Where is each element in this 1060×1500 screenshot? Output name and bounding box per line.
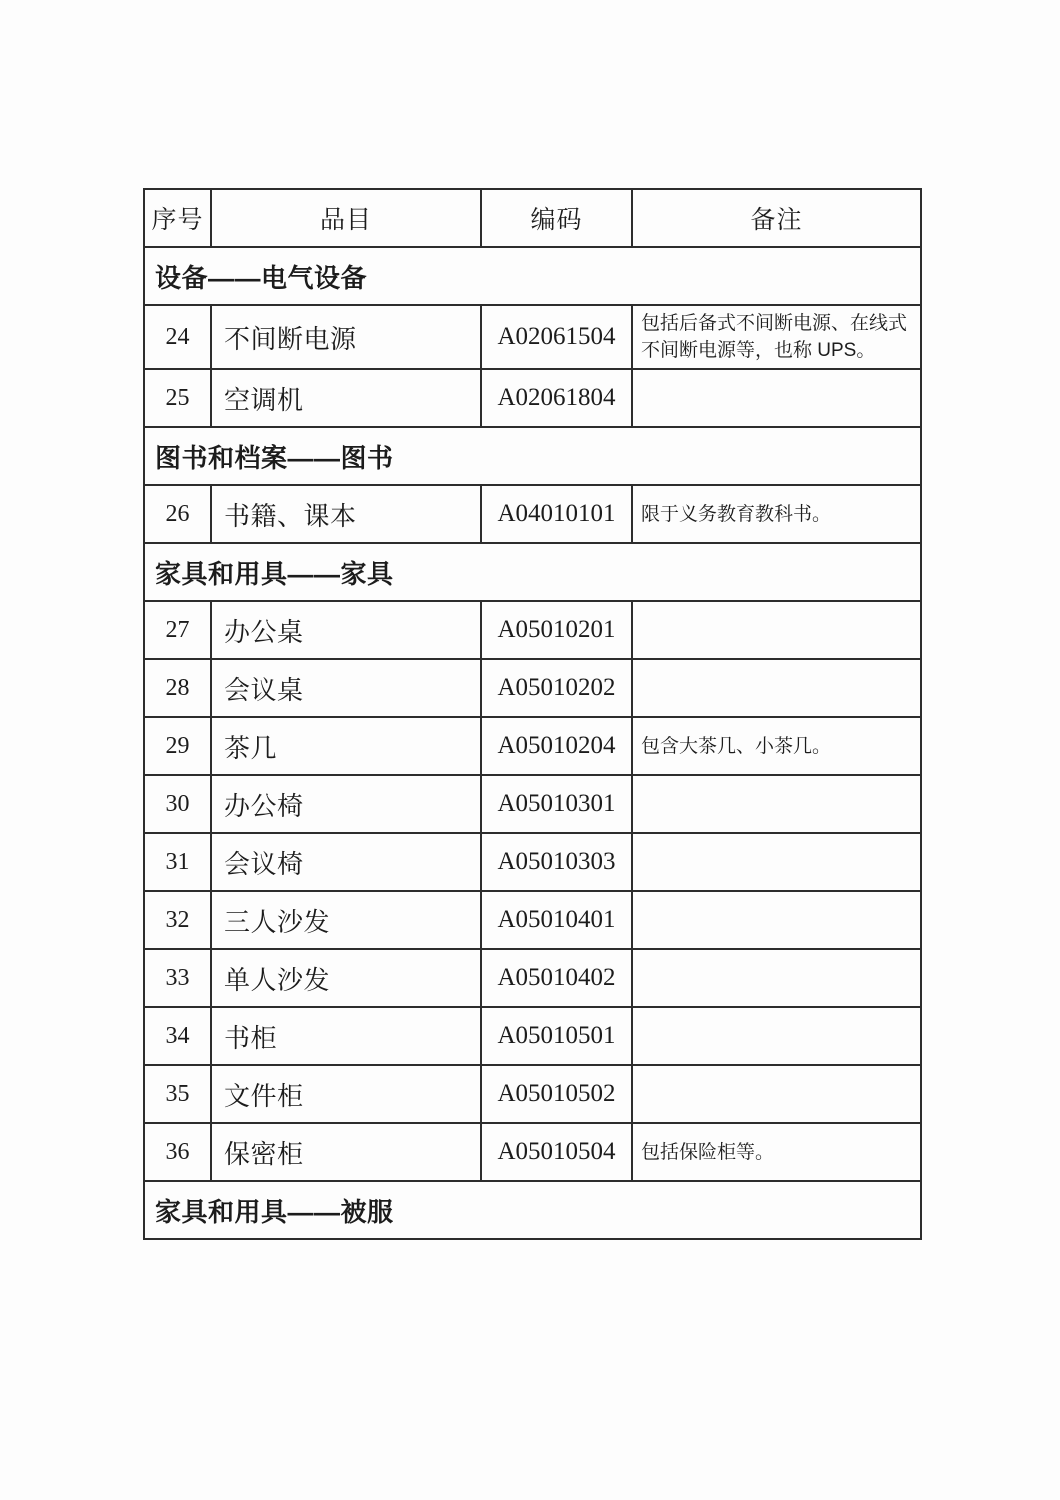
cell-item: 书籍、课本: [211, 485, 481, 543]
cell-code: A04010101: [481, 485, 632, 543]
cell-item: 会议椅: [211, 833, 481, 891]
cell-item: 办公椅: [211, 775, 481, 833]
cell-remark: [632, 949, 921, 1007]
item-row: [144, 1007, 921, 1065]
cell-item: 保密柜: [211, 1123, 481, 1181]
section-label: 图书和档案——图书: [144, 427, 921, 485]
cell-remark: [632, 775, 921, 833]
item-row: [144, 1123, 921, 1181]
item-row: [144, 485, 921, 543]
cell-code: A05010402: [481, 949, 632, 1007]
cell-code: A05010204: [481, 717, 632, 775]
cell-item: 茶几: [211, 717, 481, 775]
cell-remark: [632, 833, 921, 891]
item-row: [144, 833, 921, 891]
cell-item: 会议桌: [211, 659, 481, 717]
cell-item: 空调机: [211, 369, 481, 427]
cell-index: 32: [144, 891, 211, 949]
cell-code: A05010401: [481, 891, 632, 949]
cell-remark: 限于义务教育教科书。: [632, 485, 921, 543]
item-row: [144, 369, 921, 427]
table-header-row: [144, 189, 921, 247]
cell-index: 31: [144, 833, 211, 891]
cell-remark: [632, 891, 921, 949]
cell-index: 33: [144, 949, 211, 1007]
item-row: [144, 949, 921, 1007]
cell-index: 24: [144, 305, 211, 369]
section-row: [144, 1181, 921, 1239]
cell-index: 36: [144, 1123, 211, 1181]
cell-code: A05010501: [481, 1007, 632, 1065]
cell-code: A05010201: [481, 601, 632, 659]
cell-remark: 包括后备式不间断电源、在线式不间断电源等，也称 UPS。: [632, 305, 921, 369]
item-row: [144, 305, 921, 369]
column-header-item: 品目: [211, 189, 481, 247]
item-row: [144, 891, 921, 949]
cell-index: 26: [144, 485, 211, 543]
catalog-table: [143, 188, 922, 1240]
cell-code: A05010202: [481, 659, 632, 717]
cell-index: 27: [144, 601, 211, 659]
cell-remark: [632, 369, 921, 427]
section-label: 家具和用具——被服: [144, 1181, 921, 1239]
cell-item: 书柜: [211, 1007, 481, 1065]
cell-code: A02061804: [481, 369, 632, 427]
section-label: 家具和用具——家具: [144, 543, 921, 601]
cell-item: 三人沙发: [211, 891, 481, 949]
cell-remark: 包含大茶几、小茶几。: [632, 717, 921, 775]
cell-index: 29: [144, 717, 211, 775]
item-row: [144, 775, 921, 833]
cell-index: 25: [144, 369, 211, 427]
cell-remark: [632, 659, 921, 717]
cell-index: 35: [144, 1065, 211, 1123]
cell-code: A05010303: [481, 833, 632, 891]
cell-remark: [632, 1007, 921, 1065]
cell-remark: 包括保险柜等。: [632, 1123, 921, 1181]
column-header-remark: 备注: [632, 189, 921, 247]
cell-item: 单人沙发: [211, 949, 481, 1007]
column-header-code: 编码: [481, 189, 632, 247]
item-row: [144, 601, 921, 659]
section-label: 设备——电气设备: [144, 247, 921, 305]
cell-remark: [632, 601, 921, 659]
section-row: [144, 247, 921, 305]
item-row: [144, 1065, 921, 1123]
cell-item: 不间断电源: [211, 305, 481, 369]
cell-item: 文件柜: [211, 1065, 481, 1123]
section-row: [144, 427, 921, 485]
cell-code: A02061504: [481, 305, 632, 369]
cell-code: A05010301: [481, 775, 632, 833]
cell-code: A05010504: [481, 1123, 632, 1181]
cell-index: 34: [144, 1007, 211, 1065]
section-row: [144, 543, 921, 601]
column-header-index: 序号: [144, 189, 211, 247]
item-row: [144, 659, 921, 717]
item-row: [144, 717, 921, 775]
cell-index: 30: [144, 775, 211, 833]
cell-remark: [632, 1065, 921, 1123]
cell-code: A05010502: [481, 1065, 632, 1123]
cell-item: 办公桌: [211, 601, 481, 659]
cell-index: 28: [144, 659, 211, 717]
